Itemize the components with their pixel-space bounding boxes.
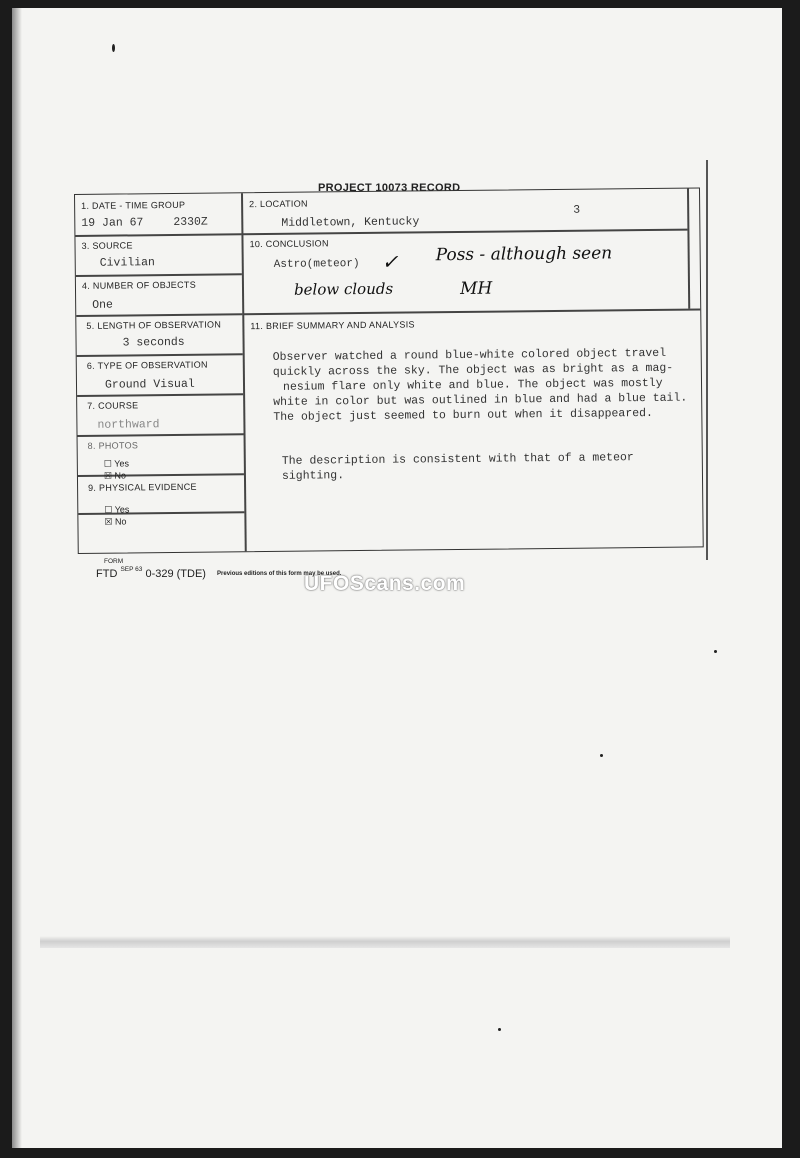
record-title: PROJECT 10073 RECORD bbox=[318, 182, 461, 194]
summary-label: 11. BRIEF SUMMARY AND ANALYSIS bbox=[250, 319, 415, 332]
photos-no-checkbox: ☒ No bbox=[103, 470, 127, 481]
row-divider bbox=[242, 308, 700, 314]
row-divider bbox=[687, 189, 690, 309]
time-value: 2330Z bbox=[173, 215, 208, 229]
summary-line-3: nesium flare only white and blue. The object was mostly bbox=[282, 376, 663, 394]
row-divider bbox=[76, 273, 242, 276]
type-label: 6. TYPE OF OBSERVATION bbox=[86, 359, 208, 371]
objects-value: One bbox=[92, 298, 113, 312]
form-word: FORM bbox=[104, 558, 124, 565]
scan-speck bbox=[600, 754, 603, 757]
summary-line-1: Observer watched a round blue-white colored object travel bbox=[272, 346, 667, 364]
evidence-no-checkbox: ☒ No bbox=[104, 516, 127, 527]
photos-label: 8. PHOTOS bbox=[87, 440, 139, 451]
location-value: Middletown, Kentucky bbox=[281, 215, 420, 230]
page-fold bbox=[40, 936, 730, 948]
conclusion-label: 10. CONCLUSION bbox=[249, 238, 329, 250]
row-divider bbox=[76, 313, 242, 316]
form-date: SEP 63 bbox=[120, 566, 143, 573]
handwritten-note-2: below clouds bbox=[293, 279, 394, 299]
row-divider bbox=[78, 511, 244, 514]
column-divider bbox=[241, 193, 246, 551]
course-value: northward bbox=[97, 418, 160, 432]
form-note: Previous editions of this form may be used. bbox=[217, 571, 342, 577]
summary-line-5: The object just seemed to burn out when it disappeared. bbox=[273, 406, 653, 424]
row-divider bbox=[78, 433, 244, 436]
form-prefix: FTD bbox=[96, 568, 118, 580]
length-value: 3 seconds bbox=[122, 335, 185, 350]
scan-edge-line bbox=[706, 160, 708, 560]
evidence-yes-checkbox: ☐ Yes bbox=[104, 504, 130, 515]
scan-speck bbox=[714, 650, 717, 653]
source-label: 3. SOURCE bbox=[81, 240, 133, 251]
row-divider bbox=[77, 353, 243, 356]
scan-speck bbox=[498, 1028, 501, 1031]
check-mark: ✓ bbox=[381, 249, 399, 274]
evidence-label: 9. PHYSICAL EVIDENCE bbox=[88, 481, 197, 493]
summary-line-2: quickly across the sky. The object was as bright as a mag- bbox=[272, 361, 674, 379]
course-label: 7. COURSE bbox=[87, 400, 139, 411]
scan-speck bbox=[112, 44, 115, 52]
summary-conclusion-2: sighting. bbox=[281, 469, 345, 483]
conclusion-value: Astro(meteor) bbox=[273, 258, 360, 271]
date-label: 1. DATE - TIME GROUP bbox=[81, 199, 186, 211]
page-edge-shadow bbox=[12, 8, 22, 1148]
summary-conclusion-1: The description is consistent with that of a meteor bbox=[281, 451, 634, 468]
type-value: Ground Visual bbox=[104, 377, 195, 392]
photos-yes-checkbox: ☐ Yes bbox=[103, 458, 129, 469]
objects-label: 4. NUMBER OF OBJECTS bbox=[81, 279, 197, 291]
row-divider bbox=[75, 233, 241, 236]
form-number: 0-329 (TDE) bbox=[145, 568, 206, 580]
record-form bbox=[74, 187, 704, 554]
source-value: Civilian bbox=[99, 256, 156, 270]
row-divider bbox=[78, 473, 244, 476]
summary-line-4: white in color but was outlined in blue and had a blue tail. bbox=[273, 391, 688, 409]
handwritten-note-1: Poss - although seen bbox=[435, 243, 613, 266]
handwritten-initials: MH bbox=[459, 278, 493, 299]
page-number: 3 bbox=[573, 203, 581, 217]
location-label: 2. LOCATION bbox=[249, 198, 308, 210]
length-label: 5. LENGTH OF OBSERVATION bbox=[86, 319, 222, 331]
row-divider bbox=[77, 393, 243, 396]
watermark: UFOScans.com bbox=[304, 572, 466, 595]
date-value: 19 Jan 67 bbox=[81, 216, 144, 230]
